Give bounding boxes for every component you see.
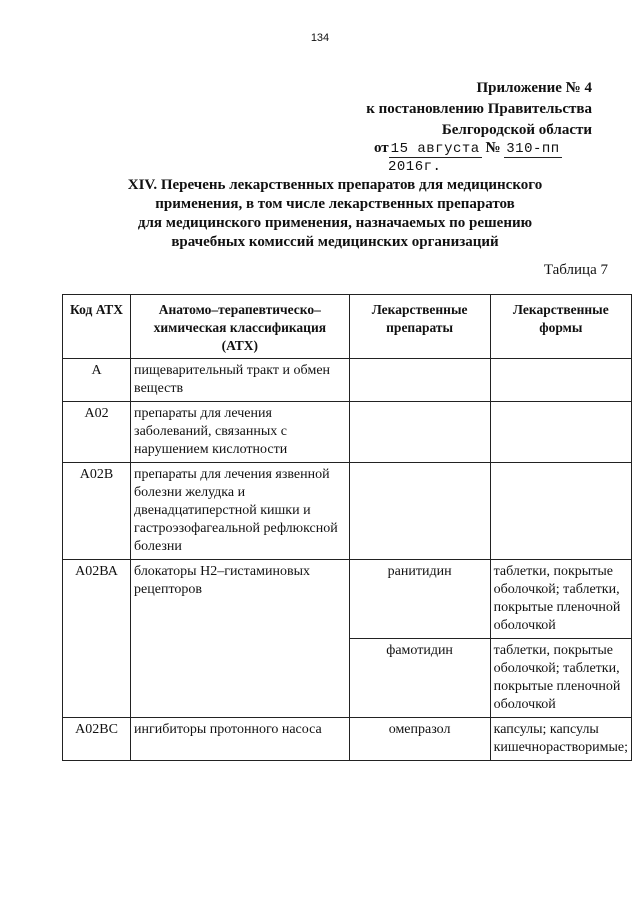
cell-forms: капсулы; капсулы кишечнорастворимые;	[490, 718, 631, 761]
table-label: Таблица 7	[543, 262, 608, 278]
page-number: 134	[310, 32, 330, 44]
atx-table	[62, 294, 632, 761]
appendix-region: Белгородской области	[441, 122, 592, 138]
table-row	[63, 560, 632, 639]
cell-drug: ранитидин	[349, 560, 490, 639]
cell-forms	[490, 463, 631, 560]
cell-code: А	[63, 359, 131, 402]
cell-drug	[349, 402, 490, 463]
appendix-block	[366, 78, 592, 141]
table-row	[63, 718, 632, 761]
table-row	[63, 402, 632, 463]
header-classification: Анатомо–терапевтическо–химическая классификация (АТХ)	[131, 295, 350, 359]
decree-from-label: от	[374, 140, 389, 156]
cell-code: А02	[63, 402, 131, 463]
cell-forms: таблетки, покрытые оболочкой; таблетки, покрытые пленочной оболочкой	[490, 639, 631, 718]
decree-number-label: №	[485, 140, 501, 156]
header-forms: Лекарственные формы	[490, 295, 631, 359]
cell-classification: препараты для лечения язвенной болезни желудка и двенадцатиперстной кишки и гастроэзофагеальной рефлюксной болезни	[131, 463, 350, 560]
cell-classification: пищеварительный тракт и обмен веществ	[131, 359, 350, 402]
decree-date: 15 августа	[390, 141, 480, 157]
heading-line-3: для медицинского применения, назначаемых по решению	[137, 215, 533, 231]
cell-drug: фамотидин	[349, 639, 490, 718]
cell-forms	[490, 359, 631, 402]
header-drugs: Лекарственные препараты	[349, 295, 490, 359]
table-row	[63, 463, 632, 560]
decree-year-line	[388, 156, 441, 177]
heading-line-1: XIV. Перечень лекарственных препаратов для медицинского	[127, 177, 543, 193]
table-row	[63, 359, 632, 402]
decree-year: 2016г.	[388, 159, 442, 175]
section-heading	[80, 176, 590, 252]
cell-classification: ингибиторы протонного насоса	[131, 718, 350, 761]
appendix-title: Приложение № 4	[476, 80, 592, 96]
cell-drug	[349, 463, 490, 560]
cell-classification: препараты для лечения заболеваний, связанных с нарушением кислотности	[131, 402, 350, 463]
cell-code: А02ВА	[63, 560, 131, 718]
cell-code: А02В	[63, 463, 131, 560]
cell-forms: таблетки, покрытые оболочкой; таблетки, покрытые пленочной оболочкой	[490, 560, 631, 639]
cell-drug: омепразол	[349, 718, 490, 761]
cell-code: А02ВС	[63, 718, 131, 761]
appendix-decree-ref: к постановлению Правительства	[366, 101, 592, 117]
cell-drug	[349, 359, 490, 402]
cell-forms	[490, 402, 631, 463]
header-code: Код АТХ	[63, 295, 131, 359]
cell-classification: блокаторы Н2–гистаминовых рецепторов	[131, 560, 350, 718]
decree-number: 310-пп	[506, 141, 560, 157]
heading-line-2: применения, в том числе лекарственных препаратов	[155, 196, 515, 212]
table-header-row	[63, 295, 632, 359]
heading-line-4: врачебных комиссий медицинских организаций	[171, 234, 499, 250]
